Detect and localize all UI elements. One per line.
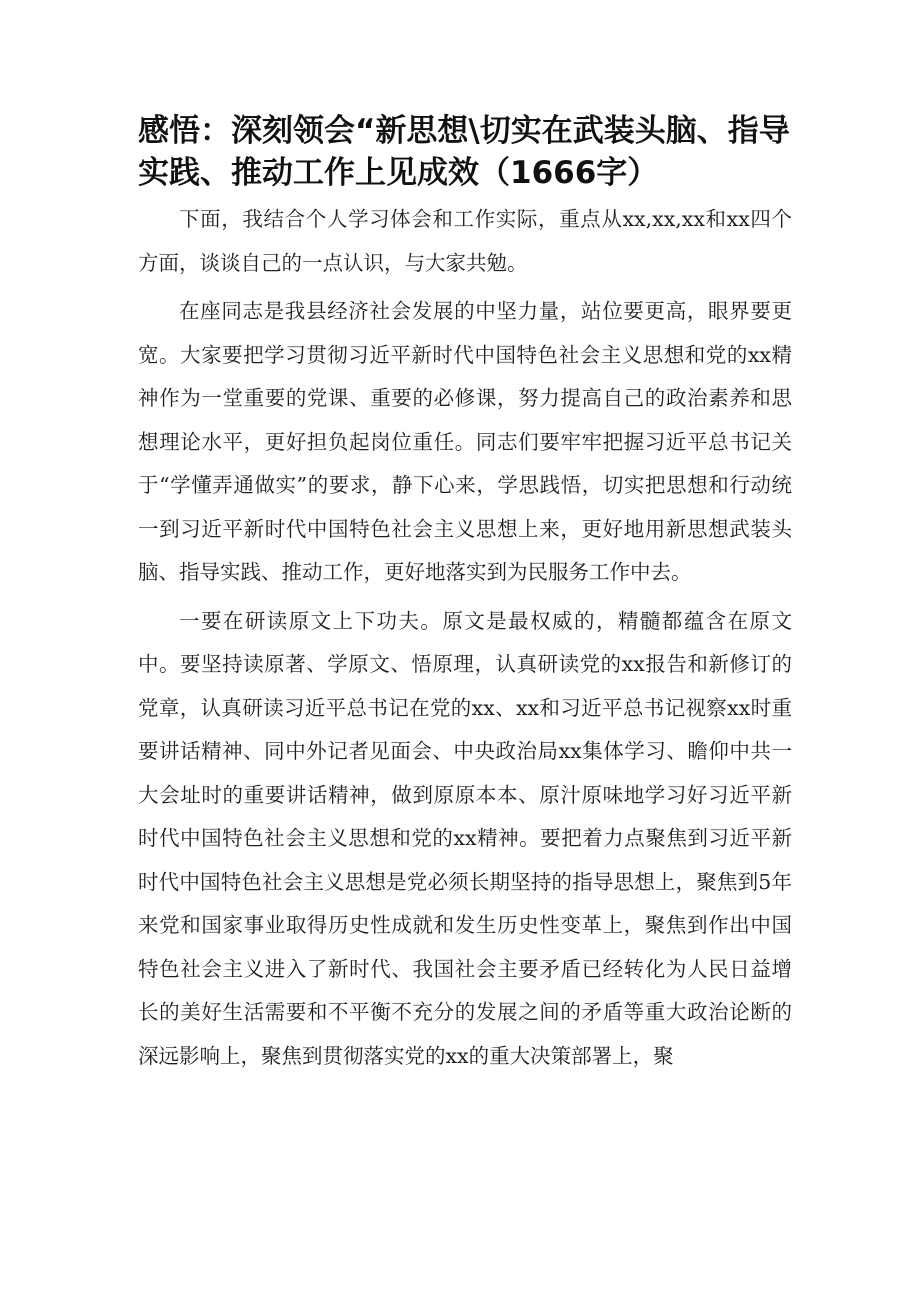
paragraph-position: 在座同志是我县经济社会发展的中坚力量，站位要更高，眼界要更宽。大家要把学习贯彻习近平新时代中国特色社会主义思想和党的xx精神作为一堂重要的党课、重要的必修课，努力提高自己的政治素养和思想理论水平，更好担负起岗位重任。同志们要牢牢把握习近平总书记关于“学懂弄通做实”的要求，静下心来，学思践悟，切实把思想和行动统一到习近平新时代中国特色社会主义思想上来，更好地用新思想武装头脑、指导实践、推动工作，更好地落实到为民服务工作中去。 [138,299,792,584]
document-body [138,198,792,1083]
document-title: 感悟：深刻领会“新思想\切实在武装头脑、指导实践、推动工作上见成效（1666字） [138,113,790,191]
paragraph-intro: 下面，我结合个人学习体会和工作实际，重点从xx,xx,xx和xx四个方面，谈谈自己的一点认识，与大家共勉。 [138,207,792,275]
paragraph-study-original: 一要在研读原文上下功夫。原文是最权威的，精髓都蕴含在原文中。要坚持读原著、学原文、悟原理，认真研读党的xx报告和新修订的党章，认真研读习近平总书记在党的xx、xx和习近平总书记视察xx时重要讲话精神、同中外记者见面会、中央政治局xx集体学习、瞻仰中共一大会址时的重要讲话精神，做到原原本本、原汁原味地学习好习近平新时代中国特色社会主义思想和党的xx精神。要把着力点聚焦到习近平新时代中国特色社会主义思想是党必须长期坚持的指导思想上，聚焦到5年来党和国家事业取得历史性成就和发生历史性变革上，聚焦到作出中国特色社会主义进入了新时代、我国社会主要矛盾已经转化为人民日益增长的美好生活需要和不平衡不充分的发展之间的矛盾等重大政治论断的深远影响上，聚焦到贯彻落实党的xx的重大决策部署上，聚 [138,608,792,1068]
